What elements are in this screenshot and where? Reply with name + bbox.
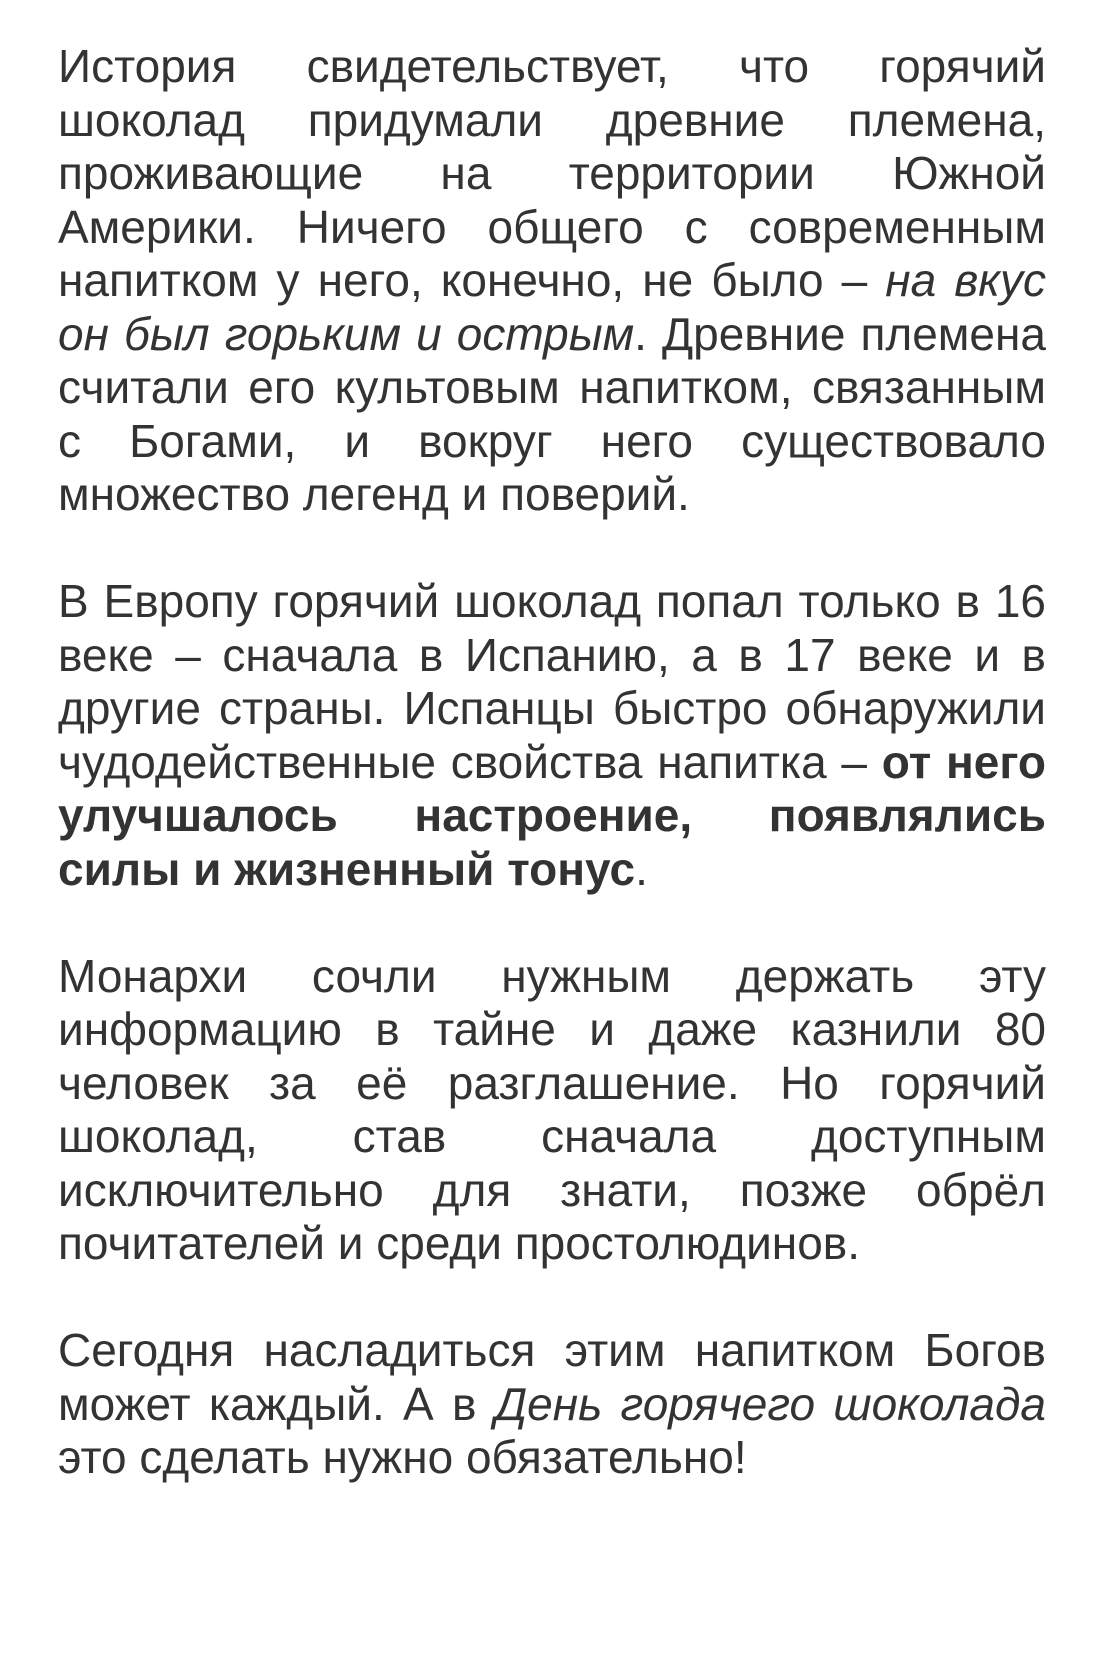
paragraph-history-text: История свидетельствует, что горячий шоколад придумали древние племена, проживающие на территории Южной Америки. Ничего общего с современным напитком у него, конечно, не было –	[58, 40, 1046, 306]
paragraph-europe	[58, 575, 1046, 896]
paragraph-europe-text: В Европу горячий шоколад попал только в 16 веке – сначала в Испанию, а в 17 веке и в другие страны. Испанцы быстро обнаружили чудодейственные свойства напитка –	[58, 575, 1046, 788]
paragraph-history-text-end: . Древние племена считали его культовым напитком, связанным с Богами, и вокруг него существовало множество легенд и поверий.	[58, 307, 1046, 520]
article-body	[58, 40, 1046, 1485]
paragraph-monarchs-text: Монархи сочли нужным держать эту информацию в тайне и даже казнили 80 человек за её разглашение. Но горячий шоколад, став сначала доступным исключительно для знати, позже обрёл почитателей и среди простолюдинов.	[58, 949, 1046, 1269]
paragraph-today	[58, 1324, 1046, 1485]
paragraph-today-text-end: это сделать нужно обязательно!	[58, 1431, 747, 1483]
paragraph-history	[58, 40, 1046, 522]
paragraph-history-italic: на вкус он был горьким и острым	[58, 254, 1046, 360]
paragraph-monarchs	[58, 950, 1046, 1271]
paragraph-europe-bold: от него улучшалось настроение, появлялись силы и жизненный тонус	[58, 735, 1047, 895]
paragraph-today-text: Сегодня насладиться этим напитком Богов может каждый. А в	[58, 1324, 1046, 1430]
paragraph-today-italic: День горячего шоколада	[494, 1377, 1046, 1430]
paragraph-europe-text-end: .	[635, 842, 648, 895]
